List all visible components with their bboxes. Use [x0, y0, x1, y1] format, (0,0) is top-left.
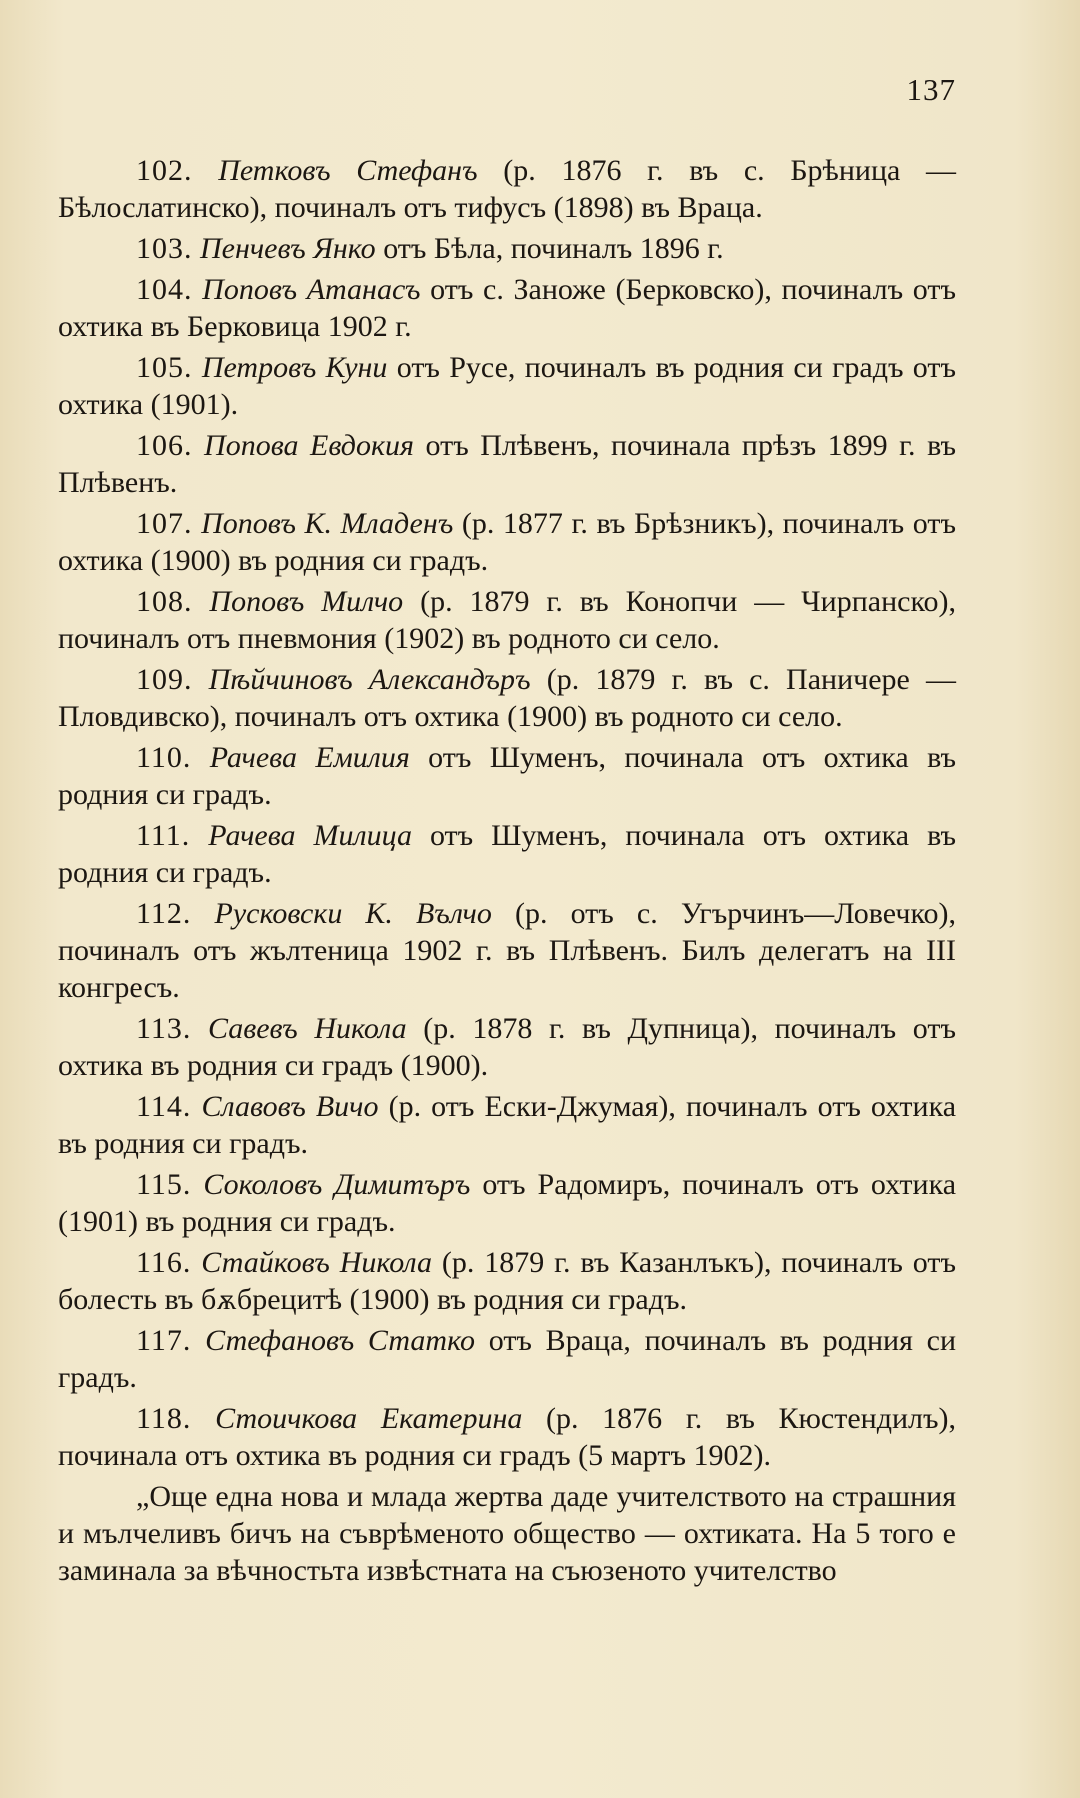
- entry-number: 105.: [136, 351, 193, 384]
- entry-list: [58, 152, 956, 1589]
- list-item: [58, 1088, 956, 1162]
- entry-text: отъ Враца, починалъ въ родния си градъ.: [58, 1324, 957, 1394]
- entry-number: 111.: [136, 819, 191, 852]
- list-item: [58, 1322, 956, 1396]
- entry-number: 115.: [136, 1168, 192, 1201]
- list-item: [58, 1244, 956, 1318]
- entry-text: (р. 1879 г. въ Конопчи — Чирпанско), починалъ отъ пневмония (1902) въ родното си село.: [58, 585, 956, 655]
- entry-number: 117.: [136, 1324, 192, 1357]
- entry-text: отъ Шуменъ, починала отъ охтика въ родния си градъ.: [58, 741, 956, 811]
- entry-text: отъ с. Заноже (Берковско), починалъ отъ охтика въ Берковица 1902 г.: [58, 273, 956, 343]
- entry-name: Русковски К. Вълчо: [214, 897, 492, 930]
- entry-name: Савевъ Никола: [208, 1012, 407, 1045]
- entry-name: Петковъ Стефанъ: [218, 154, 478, 187]
- entry-text: (р. 1879 г. въ Казанлъкъ), починалъ отъ болесть въ бѫбрецитѣ (1900) въ родния си градъ.: [58, 1246, 957, 1316]
- entry-number: 104.: [136, 273, 193, 306]
- quoted-paragraph: „Още една нова и млада жертва даде учителството на страшния и мълчеливъ бичъ на съврѣменото общество — охтиката. На 5 того е заминала за вѣчностьта извѣстната на съюзеното учителство: [58, 1480, 956, 1587]
- entry-number: 106.: [136, 429, 193, 462]
- entry-name: Пенчевъ Янко: [200, 232, 376, 265]
- entry-name: Поповъ Атанасъ: [202, 273, 421, 306]
- list-item: [58, 349, 956, 423]
- entry-number: 107.: [136, 507, 193, 540]
- entry-text: отъ Бѣла, починалъ 1896 г.: [375, 232, 724, 265]
- list-item: [58, 505, 956, 579]
- entry-text: отъ Шуменъ, починала отъ охтика въ родния си градъ.: [58, 819, 956, 889]
- list-item: [58, 1400, 956, 1474]
- entry-name: Стоичкова Екатерина: [215, 1402, 523, 1435]
- entry-name: Рачева Милица: [208, 819, 412, 852]
- entry-text: (р. отъ с. Угърчинъ—Ловечко), починалъ отъ жълтеница 1902 г. въ Плѣвенъ. Билъ делегатъ на III конгресъ.: [58, 897, 956, 1004]
- entry-name: Стефановъ Статко: [205, 1324, 475, 1357]
- list-item: [58, 427, 956, 501]
- entry-number: 108.: [136, 585, 193, 618]
- entry-text: (р. 1876 г. въ с. Брѣница — Бѣлослатинско), починалъ отъ тифусъ (1898) въ Враца.: [58, 154, 957, 224]
- list-item: [58, 1166, 956, 1240]
- entry-name: Пѣйчиновъ Александъръ: [208, 663, 531, 696]
- list-item: [58, 817, 956, 891]
- entry-text: (р. 1877 г. въ Брѣзникъ), починалъ отъ охтика (1900) въ родния си градъ.: [58, 507, 956, 577]
- entry-name: Поповъ Милчо: [209, 585, 404, 618]
- list-item: [58, 1010, 956, 1084]
- entry-name: Попова Евдокия: [204, 429, 414, 462]
- entry-number: 112.: [136, 897, 192, 930]
- entry-number: 102.: [136, 154, 193, 187]
- list-item: [58, 583, 956, 657]
- entry-number: 116.: [136, 1246, 192, 1279]
- entry-name: Славовъ Вичо: [201, 1090, 379, 1123]
- entry-text: (р. 1878 г. въ Дупница), починалъ отъ охтика въ родния си градъ (1900).: [58, 1012, 956, 1082]
- entry-name: Стайковъ Никола: [201, 1246, 432, 1279]
- entry-name: Петровъ Куни: [201, 351, 388, 384]
- entry-text: (р. 1876 г. въ Кюстендилъ), починала отъ охтика въ родния си градъ (5 мартъ 1902).: [58, 1402, 957, 1472]
- entry-name: Поповъ К. Младенъ: [201, 507, 454, 540]
- entry-number: 113.: [136, 1012, 192, 1045]
- entry-number: 114.: [136, 1090, 192, 1123]
- entry-number: 109.: [136, 663, 193, 696]
- list-item: [58, 739, 956, 813]
- list-item: [58, 230, 956, 267]
- entry-number: 118.: [136, 1402, 192, 1435]
- entry-text: отъ Плѣвенъ, починала прѣзъ 1899 г. въ Плѣвенъ.: [58, 429, 957, 499]
- entry-name: Рачева Емилия: [209, 741, 410, 774]
- list-item: [58, 661, 956, 735]
- list-item: [58, 271, 956, 345]
- list-item: [58, 895, 956, 1006]
- entry-number: 103.: [136, 232, 193, 265]
- entry-text: (р. 1879 г. въ с. Паничере — Пловдивско), починалъ отъ охтика (1900) въ родното си село.: [58, 663, 957, 733]
- list-item: [58, 152, 956, 226]
- entry-text: отъ Радомиръ, починалъ отъ охтика (1901) въ родния си градъ.: [58, 1168, 957, 1238]
- entry-name: Соколовъ Димитъръ: [203, 1168, 471, 1201]
- entry-text: (р. отъ Ески-Джумая), починалъ отъ охтика въ родния си градъ.: [58, 1090, 957, 1160]
- entry-number: 110.: [136, 741, 192, 774]
- page-number: 137: [906, 72, 956, 107]
- entry-text: отъ Русе, починалъ въ родния си градъ отъ охтика (1901).: [58, 351, 957, 421]
